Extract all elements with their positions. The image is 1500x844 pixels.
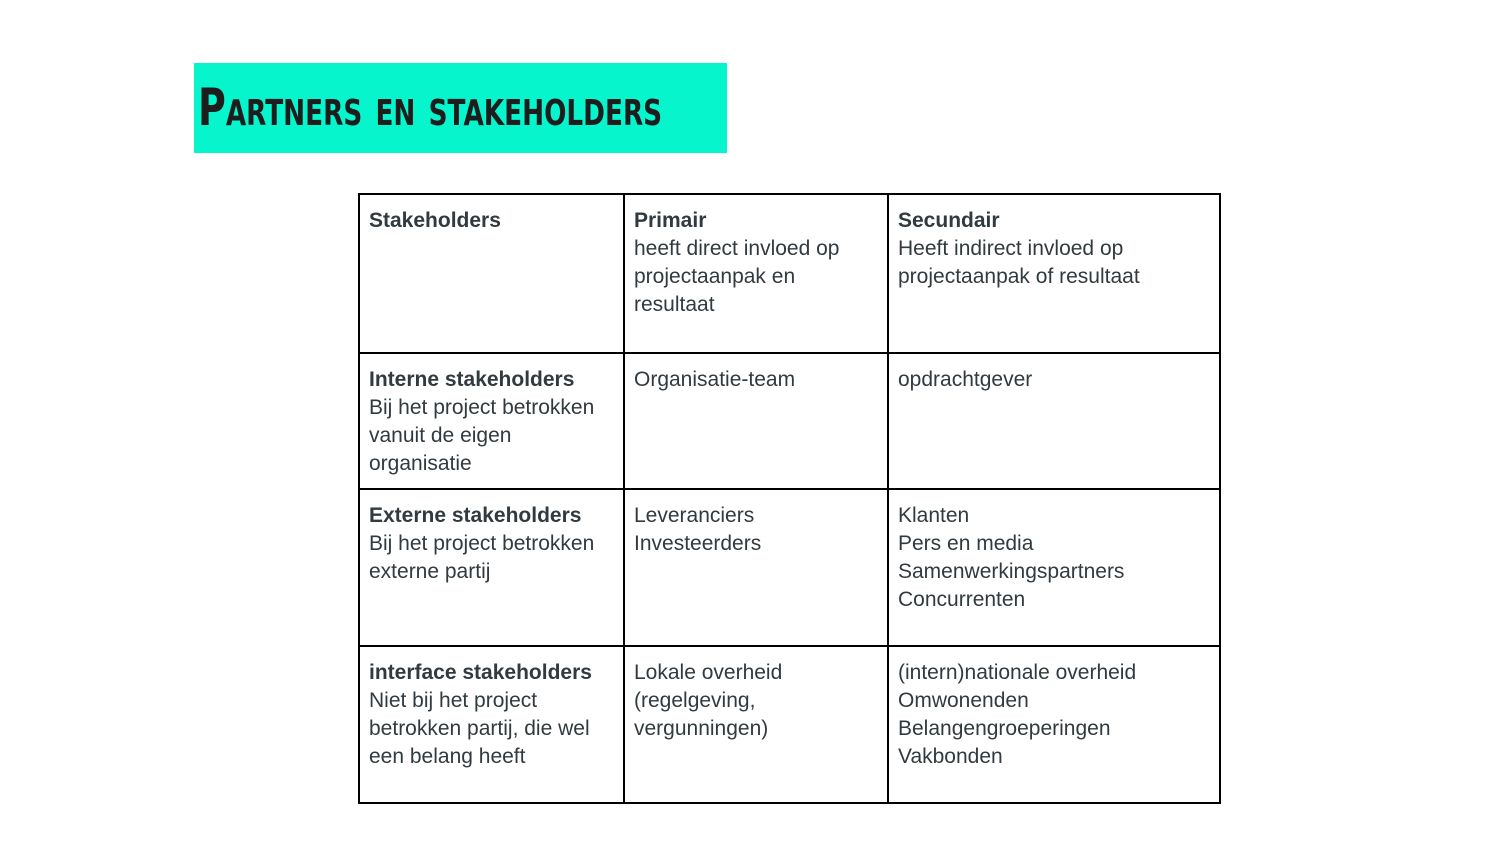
category-label: Interne stakeholders — [369, 368, 575, 391]
stakeholder-table — [358, 193, 1221, 804]
category-desc-line: externe partij — [369, 560, 491, 583]
secundair-cell — [888, 489, 1220, 646]
category-desc-line: Bij het project betrokken — [369, 396, 595, 419]
table-header-row — [359, 194, 1220, 353]
secundair-item: Vakbonden — [898, 745, 1003, 768]
category-desc-line: Bij het project betrokken — [369, 532, 595, 555]
secundair-cell — [888, 646, 1220, 803]
header-primair-desc-line: projectaanpak en — [634, 265, 796, 288]
secundair-item: opdrachtgever — [898, 368, 1033, 391]
primair-item: Organisatie-team — [634, 368, 796, 391]
secundair-cell — [888, 353, 1220, 489]
secundair-item: Belangengroeperingen — [898, 717, 1111, 740]
secundair-item: Klanten — [898, 504, 970, 527]
category-desc-line: vanuit de eigen — [369, 424, 512, 447]
primair-item: Investeerders — [634, 532, 762, 555]
secundair-item: Omwonenden — [898, 689, 1029, 712]
table-row — [359, 353, 1220, 489]
category-label: interface stakeholders — [369, 661, 592, 684]
header-secundair-desc-line: projectaanpak of resultaat — [898, 265, 1140, 288]
primair-cell — [624, 353, 888, 489]
header-primair-desc-line: heeft direct invloed op — [634, 237, 840, 260]
secundair-item: (intern)nationale overheid — [898, 661, 1137, 684]
primair-cell — [624, 489, 888, 646]
primair-item: Lokale overheid — [634, 661, 783, 684]
header-cell-secundair — [888, 194, 1220, 353]
header-primair-desc-line: resultaat — [634, 293, 715, 316]
secundair-item: Concurrenten — [898, 588, 1026, 611]
header-stakeholders-label: Stakeholders — [369, 209, 501, 232]
primair-item: Leveranciers — [634, 504, 755, 527]
category-desc-line: betrokken partij, die wel — [369, 717, 590, 740]
primair-item: vergunningen) — [634, 717, 769, 740]
category-cell — [359, 646, 624, 803]
table-row — [359, 489, 1220, 646]
header-cell-stakeholders — [359, 194, 624, 353]
header-secundair-desc-line: Heeft indirect invloed op — [898, 237, 1124, 260]
category-cell — [359, 489, 624, 646]
category-desc-line: Niet bij het project — [369, 689, 538, 712]
secundair-item: Samenwerkingspartners — [898, 560, 1125, 583]
category-desc-line: organisatie — [369, 452, 472, 475]
header-cell-primair — [624, 194, 888, 353]
secundair-item: Pers en media — [898, 532, 1034, 555]
primair-item: (regelgeving, — [634, 689, 756, 712]
primair-cell — [624, 646, 888, 803]
slide-title: Partners en stakeholders — [198, 78, 663, 138]
category-cell — [359, 353, 624, 489]
header-primair-label: Primair — [634, 209, 707, 232]
header-secundair-label: Secundair — [898, 209, 1000, 232]
category-desc-line: een belang heeft — [369, 745, 526, 768]
table-row — [359, 646, 1220, 803]
title-banner — [194, 63, 727, 153]
category-label: Externe stakeholders — [369, 504, 582, 527]
